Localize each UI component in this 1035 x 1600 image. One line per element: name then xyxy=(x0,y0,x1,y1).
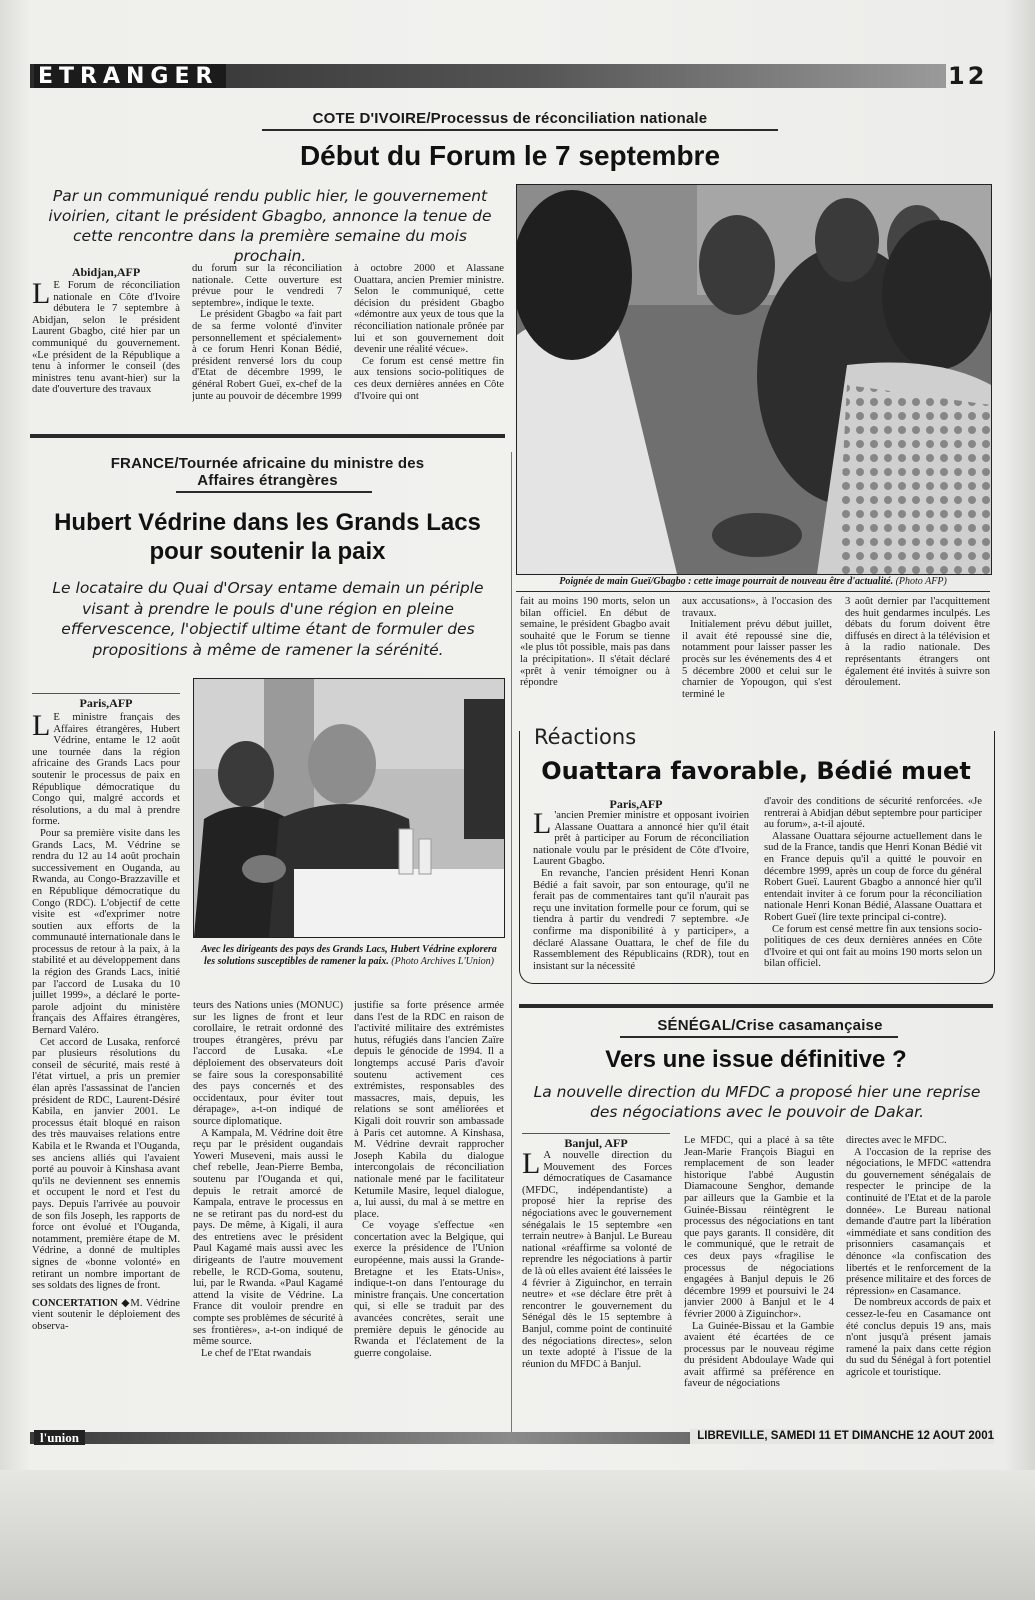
article3-col1 xyxy=(522,1150,672,1432)
article1-col2 xyxy=(192,263,342,420)
article2-diamond: ◆ xyxy=(121,1297,131,1309)
reactions-col2-p3: Ce forum est censé mettre fin aux tensions socio-politiques de ces deux dernières années en Côte d'Ivoire et qui ont fait au moins 190 morts selon un bilan officiel. xyxy=(764,923,982,970)
article3-kicker-rule xyxy=(620,1036,898,1038)
footer-masthead: l'union xyxy=(34,1430,85,1445)
article2-col2-p2: A Kampala, M. Védrine doit être reçu par le président ougandais Yoweri Museveni, mais aussi le chef rebelle, Jean-Pierre Bemba, soutenu par l'Ouganda et qui, depuis le retrait amorcé de Kampala, entrave le processus en ne se retirant pas du nord-est du pays. De même, à Kigali, il aura des entretiens avec le président Paul Kagamé mais aussi avec les dirigeants de l'autre mouvement rebelle, le RCD-Goma, soutenu, lui, par le Rwanda. «Paul Kagamé attend la visite de Védrine. La France dit vouloir prendre en compte ses problèmes de sécurité à ses frontières», a-t-on indiqué de même source. xyxy=(193,1127,343,1348)
article1-kicker: COTE D'IVOIRE/Processus de réconciliation nationale xyxy=(312,110,708,127)
article1-col3-p2: Ce forum est censé mettre fin aux tensions socio-politiques de ces deux dernières années en Côte d'Ivoire qui ont xyxy=(354,355,504,402)
article1-kicker-rule xyxy=(262,129,778,131)
reactions-col2-p2: Alassane Ouattara séjourne actuellement dans le sud de la France, tandis que Henri Konan Bédié vit en France depuis qu'il a quitté le pouvoir en décembre 1999, après un coup de force du général Robert Gueï. Laurent Gbagbo a annoncé hier qu'il entendait inviter à ce forum pour la réconciliation nationale Henri Konan Bédié, Alassane Ouattara et Robert Gueï (lire texte principal ci-contre). xyxy=(764,830,982,923)
reactions-headline: Ouattara favorable, Bédié muet xyxy=(541,757,971,785)
article3-col2-p1: Le MFDC, qui a placé à sa tête Jean-Marie François Biagui en remplacement de son leader historique l'abbé Augustin Diamacoune Senghor, demande par ailleurs que la Gambie et la Guinée-Bissau réintègrent le processus des négociations en tant que pays garants. Il considère, dit le communiqué, que le retrait de ces deux pays «fragilise le processus de négociations engagées à Banjul depuis le 26 décembre 1999 et poursuivi le 24 janvier 2000 à Banjul et le 4 février 2000 à Ziguinchor». xyxy=(684,1135,834,1320)
reactions-col1-p2: En revanche, l'ancien président Henri Konan Bédié a fait savoir, par son entourage, qu'il ne ferait pas de commentaires tant qu'il n'aurait pas reçu une invitation formelle pour ce forum, qui se tiendra à partir du vendredi 7 septembre. «Je confirme ma disponibilité à y participer», a déclaré Alassane Ouattara, le chef de file du Rassemblement des Républicains (RDR), tout en insistant sur la nécessité xyxy=(533,867,749,972)
article3-col1-text: A nouvelle direction du Mouvement des Forces démocratiques de Casamance (MFDC, indépendantiste) a proposé hier la reprise des négociations avec le gouvernement sénégalais le 15 septembre «en terrain neutre» à Banjul. Le Bureau national «réaffirme sa volonté de reprendre les négociations à partir de là où elles avaient été laissées le 4 février à Ziguinchor, en terrain neutre» et «se déclare être prêt à rencontrer le gouvernement du Sénégal dès le 15 septembre à Banjul, comme point de continuité des négociations directes», selon un texte adopté à l'issue de la réunion du MFDC à Banjul. xyxy=(522,1150,672,1370)
article2-photo xyxy=(193,678,505,938)
article2-col2 xyxy=(193,1000,343,1442)
article1-cont2-p2: Initialement prévu début juillet, il avait été repoussé sine die, notamment pour laisser passer les procès sur les événements des 4 et 5 décembre 2000 et celui sur le charnier de Yopougon, qui s'est terminé le xyxy=(682,619,832,700)
column-separator xyxy=(511,452,512,1442)
article1-dateline: Abidjan,AFP xyxy=(71,265,141,279)
article1-col3-p1: à octobre 2000 et Alassane Ouattara, ancien Premier ministre. Selon le communiqué, cette décision du président Gbagbo «démontre aux yeux de tous que la réconciliation nationale prônée par lui et son gouvernement doit devenir une réalité vécue». xyxy=(354,263,504,356)
article3-dateline: Banjul, AFP xyxy=(522,1133,670,1151)
article3-top-rule xyxy=(519,1004,993,1008)
article3-col1-p1 xyxy=(522,1150,672,1370)
vedrine-photo-image xyxy=(194,679,504,937)
paper-bottom xyxy=(0,1470,1035,1600)
article1-bottom-rule xyxy=(30,434,505,438)
article1-cont-col1 xyxy=(520,596,670,731)
article1-col1-text: E Forum de réconciliation nationale en Côte d'Ivoire débutera le 7 septembre à Abidjan, selon le président Laurent Gbagbo, cité hier par un communiqué du gouvernement. «Le président de la République a tenu à informer le conseil (des ministres tenu avant-hier) sur la date d'ouverture des travaux xyxy=(32,280,180,396)
reactions-label: Réactions xyxy=(534,725,637,749)
article2-kicker-line1: FRANCE/Tournée africaine du ministre des xyxy=(110,455,425,472)
article1-headline: Début du Forum le 7 septembre xyxy=(299,140,721,171)
reactions-col1-p1-text: 'ancien Premier ministre et opposant ivoirien Alassane Ouattara a annoncé hier qu'il était prêt à participer au Forum de réconciliation nationale voulu par le président de Côte d'Ivoire, Laurent Gbagbo. xyxy=(533,810,749,868)
article2-col3-p2: Ce voyage s'effectue «en concertation avec la Belgique, qui exerce la présidence de l'Union européenne, mais aussi la Grande-Bretagne et les Etats-Unis», indique-t-on dans l'entourage du ministre français. Une concertation qui, si elle se traduit par des avancées concrètes, serait une première depuis le génocide au Rwanda et l'éclatement de la guerre congolaise. xyxy=(354,1220,504,1359)
reactions-col1 xyxy=(533,810,749,978)
article2-caption-credit: (Photo Archives L'Union) xyxy=(391,955,494,967)
reactions-col2-p1: d'avoir des conditions de sécurité renforcées. «Je rentrerai à Abidjan début septembre pour participer au forum», a-t-il ajouté. xyxy=(764,796,982,831)
article2-col1-p3: Cet accord de Lusaka, renforcé par plusieurs résolutions du conseil de sécurité, mais resté à l'état virtuel, a pris un premier élan après l'assassinat de l'ancien président de RDC, Laurent-Désiré Kabila, en janvier 2001. Le processus était bloqué en raison des très mauvaises relations entre Kabila et le Rwanda et l'Ouganda, ses anciens alliés qui l'avaient porté au pouvoir à Kinshasa avant qu'ils ne deviennent ses ennemis et occupent le nord et l'est du pays. Depuis l'arrivée au pouvoir de son fils Joseph, les rapports de force ont évolué et l'Ouganda, notamment, première étape de M. Védrine, a donné de multiples signes de «bonne volonté» en retirant un nombre important de ses soldats des lignes de front. xyxy=(32,1036,180,1292)
article1-photo-caption xyxy=(516,576,990,588)
article3-col3 xyxy=(846,1135,991,1432)
article1-col2-p1: du forum sur la réconciliation nationale. Cette ouverture est prévue pour le vendredi 7 septembre», indique le texte. xyxy=(192,263,342,309)
article2-dropcap: L xyxy=(32,712,51,742)
article3-col2 xyxy=(684,1135,834,1432)
article3-col3-p1: directes avec le MFDC. xyxy=(846,1135,947,1146)
article3-col2-p2: La Guinée-Bissau et la Gambie avaient été écartées de ce processus par le nouveau régime du président Abdoulaye Wade qui avait affirmé sa préférence en faveur de négociations xyxy=(684,1320,834,1390)
article3-kicker: SÉNÉGAL/Crise casamançaise xyxy=(657,1017,883,1034)
footer-dateline: LIBREVILLE, SAMEDI 11 ET DIMANCHE 12 AOUT 2001 xyxy=(690,1429,994,1444)
article1-col3 xyxy=(354,263,504,420)
article3-standfirst: La nouvelle direction du MFDC a proposé hier une reprise des négociations avec le pouvoir de Dakar. xyxy=(533,1083,981,1121)
handshake-photo-image xyxy=(517,185,991,574)
article2-subhead: CONCERTATION xyxy=(32,1297,118,1309)
page-number: 12 xyxy=(948,62,988,90)
article1-col1 xyxy=(32,280,180,420)
article1-photo xyxy=(516,184,992,575)
article1-cont1: fait au moins 190 morts, selon un bilan officiel. En début de semaine, le président Gbagbo avait souhaité que le Forum se tienne «le plus tôt possible, mais pas dans la précipitation». Il s'était déclaré «prêt à venir témoigner ou à répondre xyxy=(520,596,670,689)
article3-dropcap: L xyxy=(522,1150,541,1180)
article2-col1-p1 xyxy=(32,712,180,828)
article1-caption-credit: (Photo AFP) xyxy=(895,576,947,587)
article2-col1-p4 xyxy=(32,1298,180,1333)
article2-col2-p3: Le chef de l'Etat rwandais xyxy=(201,1347,312,1359)
article1-cont-col3 xyxy=(845,596,990,731)
article2-col1-p1-text: E ministre français des Affaires étrangères, Hubert Védrine, entame le 12 août une tournée dans la région africaine des Grands Lacs pour soutenir le processus de paix en République démocratique du Congo qui, malgré accords et résolutions, a du mal à prendre forme. xyxy=(32,712,180,828)
article1-photo-rule xyxy=(516,591,990,592)
article3-col3-p2: A l'occasion de la reprise des négociations, le MFDC «attendra du gouvernement sénégalais de respecter le principe de la continuité de l'Etat et de la parole donnée». Le Bureau national demande d'autre part la libération «immédiate et sans condition des prisonniers casamançais et dénonce «la confiscation des libertés et le renforcement de la présence militaire et des forces de répression» en Casamance. xyxy=(846,1146,991,1297)
reactions-col2 xyxy=(764,796,982,978)
article1-standfirst: Par un communiqué rendu public hier, le gouvernement ivoirien, citant le président Gbagbo, annonce la tenue de cette rencontre dans la première semaine du mois prochain. xyxy=(48,187,492,265)
article1-cont-col2 xyxy=(682,596,832,731)
reactions-col1-p1 xyxy=(533,810,749,868)
article2-standfirst: Le locataire du Quai d'Orsay entame demain un périple visant à prendre le pouls d'une région en pleine effervescence, l'objectif ultime étant de formuler des propositions à même de ramener la sérénité. xyxy=(52,579,484,659)
article2-dateline: Paris,AFP xyxy=(32,693,180,711)
article1-cont2-p1: aux accusations», à l'occasion des travaux. xyxy=(682,596,832,619)
section-label: ETRANGER xyxy=(34,64,226,88)
article2-kicker-rule xyxy=(176,491,372,493)
article2-col1-p2: Pour sa première visite dans les Grands Lacs, M. Védrine se rendra du 12 au 14 août prochain successivement en Ouganda, au Rwanda, au Congo-Brazzaville et en République démocratique du Congo (RDC). L'objectif de cette visite est «d'exprimer notre soutien aux efforts de la communauté internationale dans le processus de retour à la paix, à la stabilité et au développement dans la région des Grands Lacs, initié par l'accord de Lusaka du 10 juillet 1999», a déclaré le porte-parole adjoint du ministère français des Affaires étrangères, Bernard Valéro. xyxy=(32,827,180,1037)
article2-kicker-line2: Affaires étrangères xyxy=(197,472,338,489)
article1-dropcap: L xyxy=(32,280,51,310)
article2-caption-text: Avec les dirigeants des pays des Grands Lacs, Hubert Védrine explorera les solutions susceptibles de ramener la paix. xyxy=(201,944,497,967)
article2-col3 xyxy=(354,1000,504,1442)
article2-col1-p4-text: M. Védrine vient soutenir le déploiement des observa- xyxy=(32,1297,180,1332)
article2-col1 xyxy=(32,712,180,1442)
article1-caption-text: Poignée de main Gueï/Gbagbo : cette image pourrait de nouveau être d'actualité. xyxy=(559,576,894,587)
article1-cont3: 3 août dernier par l'acquittement des huit gendarmes inculpés. Les débats du forum doivent être diffusés en direct à la télévision et à la radio nationale. Des représentants étrangers ont également été invités à suivre son déroulement. xyxy=(845,596,990,689)
reactions-dateline: Paris,AFP xyxy=(609,797,663,811)
article2-col3-p1: justifie sa forte présence armée dans l'est de la RDC en raison de l'activité militaire des extrémistes hutus, réfugiés dans l'ancien Zaïre depuis le génocide de 1994. Il a longtemps accusé Paris d'avoir soutenu activement ces extrémistes, responsables des massacres, mais, depuis, les relations se sont améliorées et Kigali doit rouvrir son ambassade à Paris cet automne. A Kinshasa, M. Védrine devrait rapprocher Joseph Kabila du dialogue intercongolais de réconciliation nationale mené par le facilitateur Ketumile Masire, lequel dialogue, a, lui aussi, du mal à se mettre en place. xyxy=(354,1000,504,1220)
reactions-dropcap: L xyxy=(533,810,552,840)
article2-col2-p1: teurs des Nations unies (MONUC) sur les lignes de front et leur corollaire, le retrait ordonné des troupes étrangères, prévu par l'accord de Lusaka. «Le déploiement des observateurs doit se faire sous la coresponsabilité des pays concernés et des occidentaux, pour éviter tout dérapage», a-t-on indiqué de source diplomatique. xyxy=(193,1000,343,1127)
article3-col3-p3: De nombreux accords de paix et cessez-le-feu en Casamance ont été conclus depuis 19 ans, mais n'ont jusqu'à présent jamais ramené la paix dans cette région du sud du Sénégal à fort potentiel agricole et touristique. xyxy=(846,1297,991,1378)
article1-col2-p2: Le président Gbagbo «a fait part de sa ferme volonté d'inviter personnellement et spécialement» à ce forum Henri Konan Bédié, président renversé lors du coup d'Etat de décembre 1999, le général Robert Gueï, ex-chef de la junte au pouvoir de décembre 1999 xyxy=(192,309,342,402)
article2-photo-caption xyxy=(196,944,502,967)
article2-headline: Hubert Védrine dans les Grands Lacs pour soutenir la paix xyxy=(54,509,481,565)
article3-headline: Vers une issue définitive ? xyxy=(605,1046,907,1073)
